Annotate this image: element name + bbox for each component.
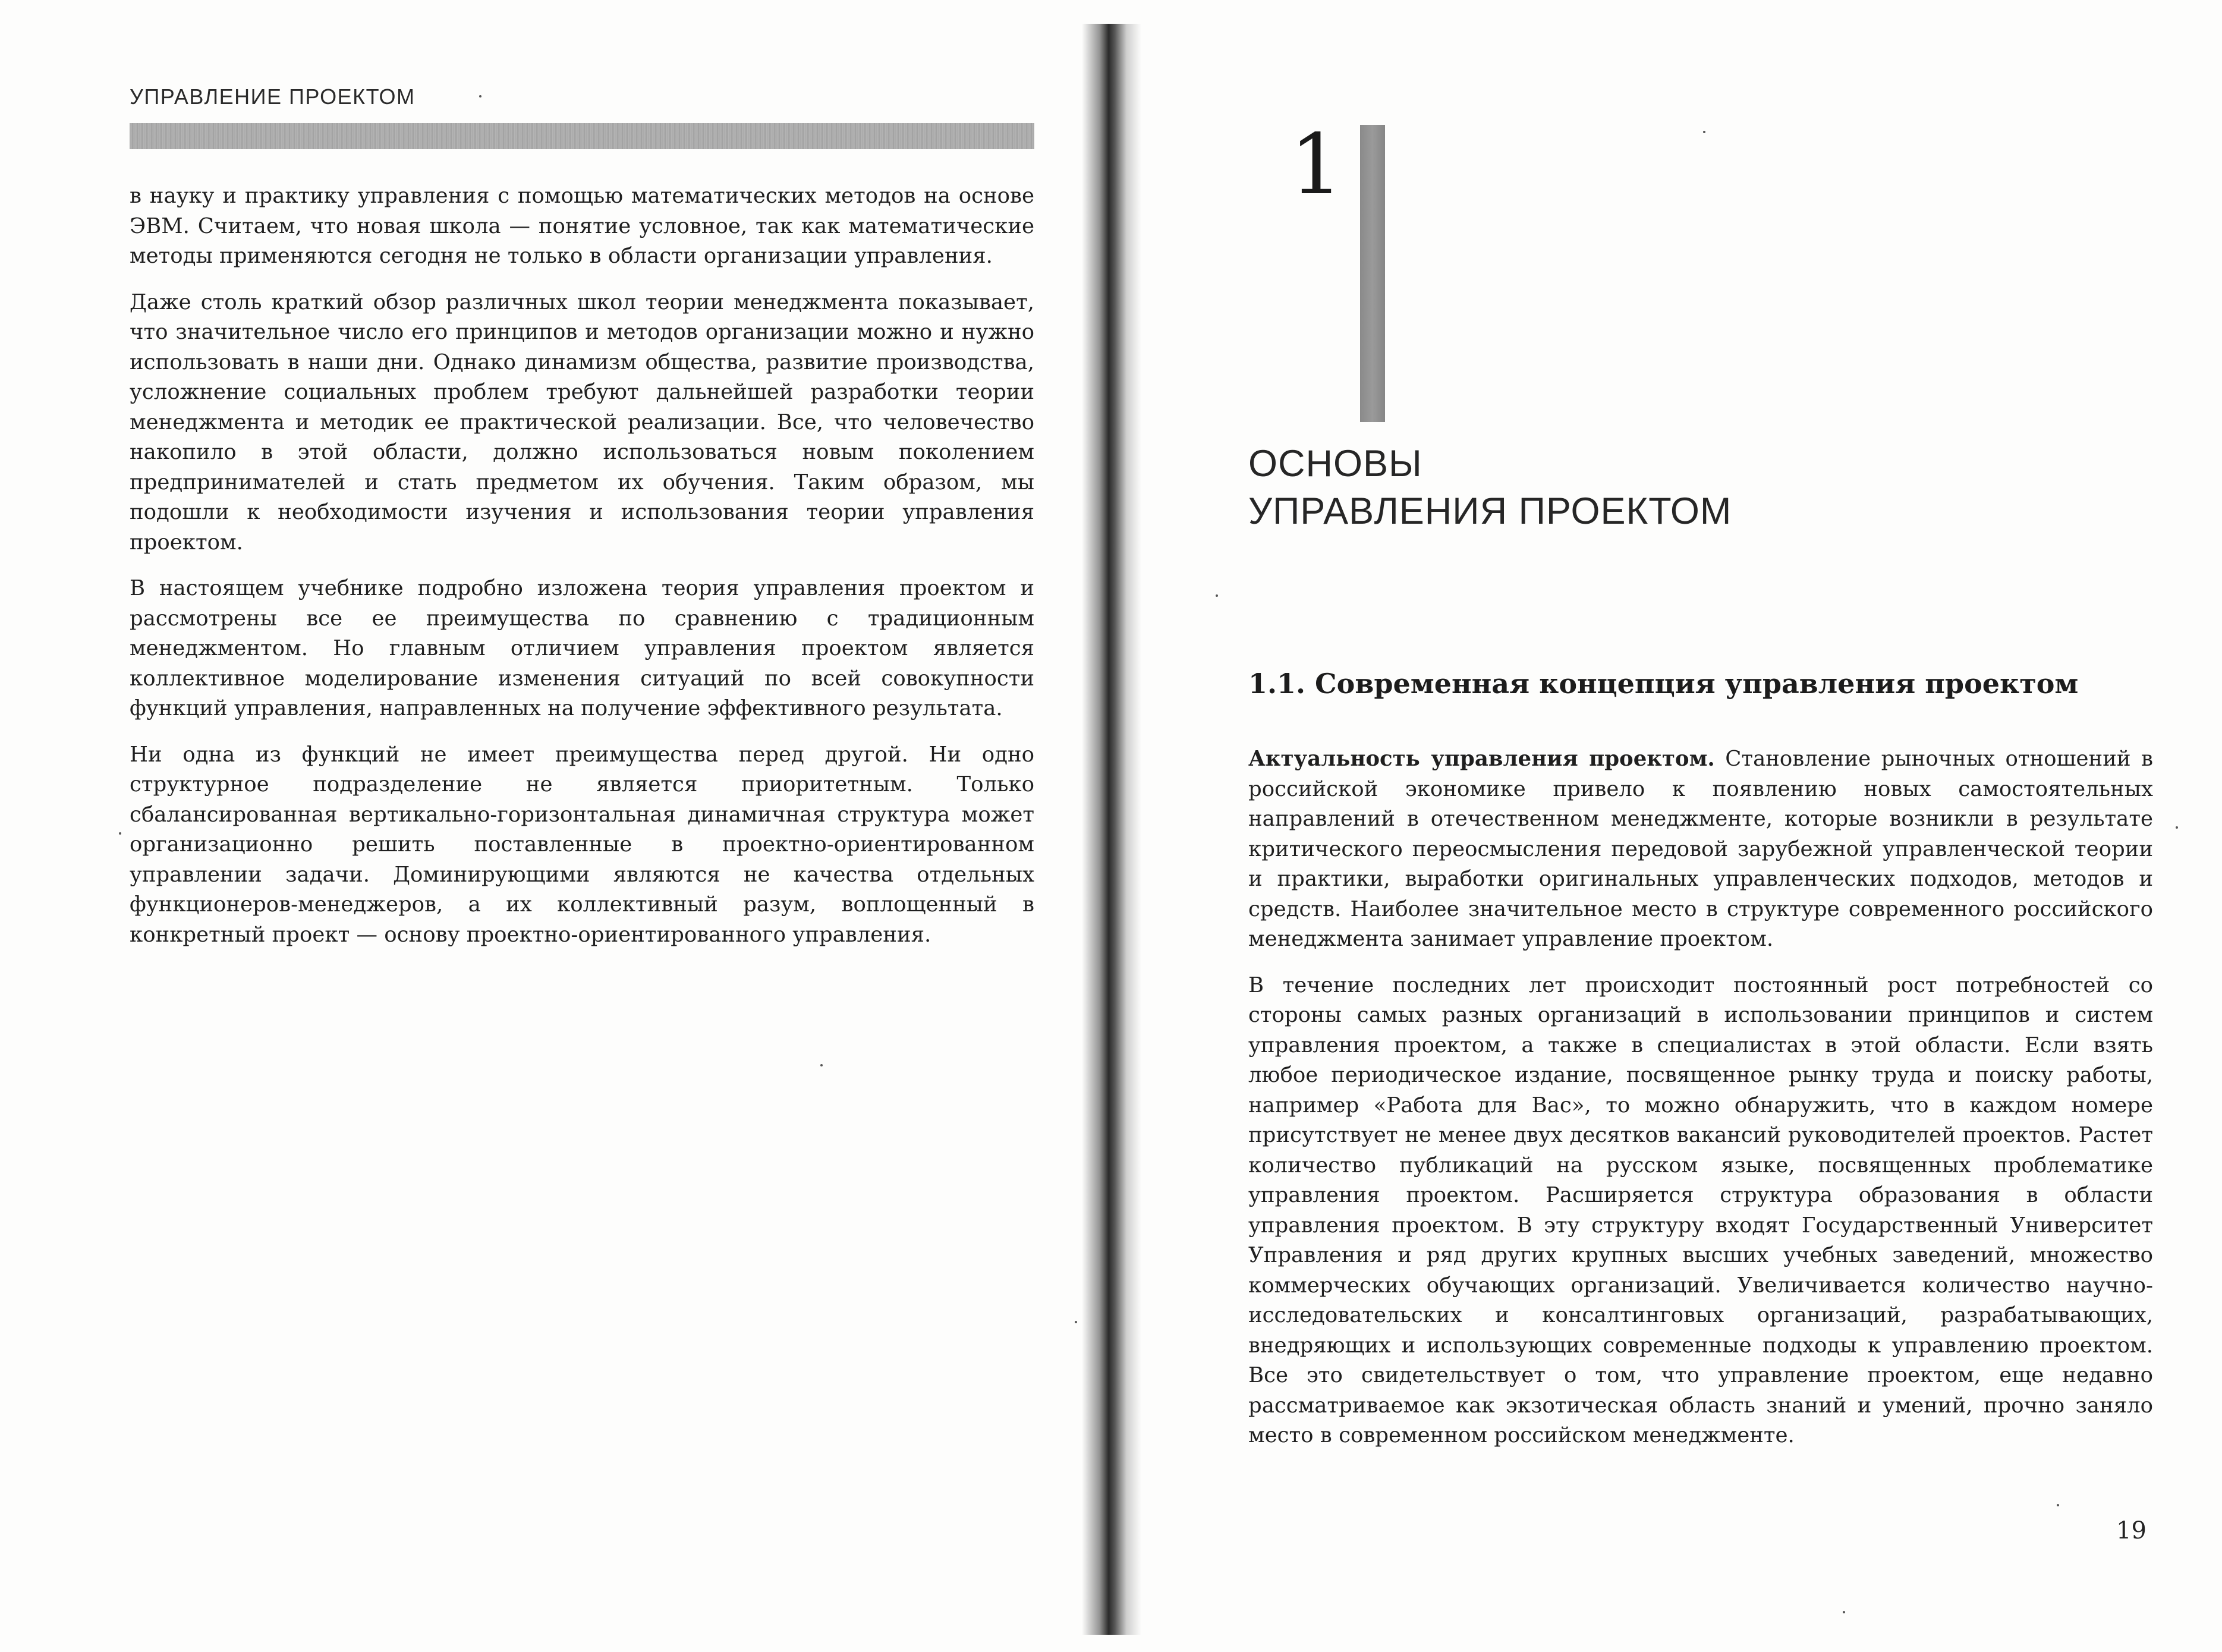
scan-speck — [1216, 594, 1218, 597]
left-paragraph-1: в науку и практику управления с помощью математических методов на основе ЭВМ. Считаем, что новая школа — понятие условное, так как математические методы применяются сегодня не только в области организации управления. — [130, 184, 1034, 268]
right-paragraph-1 — [1248, 744, 2153, 955]
scan-speck — [1075, 1321, 1077, 1323]
scan-speck — [2057, 1504, 2059, 1506]
right-page-body — [1248, 744, 2153, 1467]
right-page — [1141, 0, 2222, 1652]
scan-speck — [1703, 131, 1705, 133]
chapter-title-line-2: УПРАВЛЕНИЯ ПРОЕКТОМ — [1248, 490, 1732, 532]
left-paragraph-4: Ни одна из функций не имеет преимущества перед другой. Ни одно структурное подразделение не является приоритетным. Только сбалансированная вертикально-горизонтальная динамичная структура может организационно решить поставленные в проектно-ориентированном управлении задачи. Доминирующими являются не качества отдельных функционеров-менеджеров, а их коллективный разум, воплощенный в конкретный проект — основу проектно-ориентированного управления. — [130, 742, 1034, 947]
scan-speck — [479, 95, 481, 97]
right-paragraph-2: В течение последних лет происходит постоянный рост потребностей со стороны самых разных организаций в использовании принципов и систем управления проектом, а также в специалистах в этой области. Если взять любое периодическое издание, посвященное рынку труда и поиску работы, например «Работа для Вас», то можно обнаружить, что в каждом номере присутствует не менее двух десятков вакансий руководителей проектов. Растет количество публикаций на русском языке, посвященных проблематике управления проектом. Расширяется структура образования в области управления проектом. В эту структуру входят Государственный Университет Управления и ряд других крупных высших учебных заведений, множество коммерческих обучающих организаций. Увеличивается количество научно-исследовательских и консалтинговых организаций, разрабатывающих, внедряющих и использующих современные подходы к управлению проектом. Все это свидетельствует о том, что управление проектом, еще недавно рассматриваемое как экзотическая область знаний и умений, прочно заняло место в современном российском менеджменте. — [1248, 973, 2153, 1448]
left-page-body — [130, 181, 1034, 966]
running-header: УПРАВЛЕНИЕ ПРОЕКТОМ — [130, 84, 416, 109]
chapter-title-line-1: ОСНОВЫ — [1248, 443, 1422, 484]
scan-speck — [2176, 826, 2178, 829]
section-heading: 1.1. Современная концепция управления проектом — [1248, 668, 2079, 700]
left-paragraph-2: Даже столь краткий обзор различных школ теории менеджмента показывает, что значительное число его принципов и методов организации можно и нужно использовать в наши дни. Однако динамизм общества, развитие производства, усложнение социальных проблем требуют дальнейшей разработки теории менеджмента и методик ее практической реализации. Все, что человечество накопило в этой области, должно использоваться новым поколением предпринимателей и стать предметом их обучения. Таким образом, мы подошли к необходимости изучения и использования теории управления проектом. — [130, 290, 1034, 555]
scan-speck — [1843, 1611, 1845, 1613]
scan-speck — [820, 1064, 823, 1066]
scan-speck — [119, 832, 121, 835]
page-number: 19 — [2116, 1517, 2147, 1544]
book-binding-gutter — [1082, 24, 1141, 1635]
chapter-decorative-bar — [1360, 125, 1385, 422]
header-rule-bar — [130, 123, 1034, 149]
chapter-title — [1248, 440, 1732, 535]
right-paragraph-1-text: Становление рыночных отношений в российской экономике привело к появлению новых самостоятельных направлений в отечественном менеджменте, которые возникли в результате критического переосмысления передовой зарубежной управленческой теории и практики, выработки оригинальных управленческих подходов, методов и средств. Наиболее значительное место в структуре современного российского менеджмента занимает управление проектом. — [1248, 747, 2153, 951]
left-paragraph-3: В настоящем учебнике подробно изложена теория управления проектом и рассмотрены все ее преимущества по сравнению с традиционным менеджментом. Но главным отличием управления проектом является коллективное моделирование изменения ситуаций по всей совокупности функций управления, направленных на получение эффективного результата. — [130, 576, 1034, 720]
gutter-shadow — [1082, 24, 1141, 1635]
lead-term: Актуальность управления проектом. — [1248, 747, 1715, 771]
left-page — [0, 0, 1094, 1652]
chapter-number: 1 — [1290, 117, 1343, 213]
